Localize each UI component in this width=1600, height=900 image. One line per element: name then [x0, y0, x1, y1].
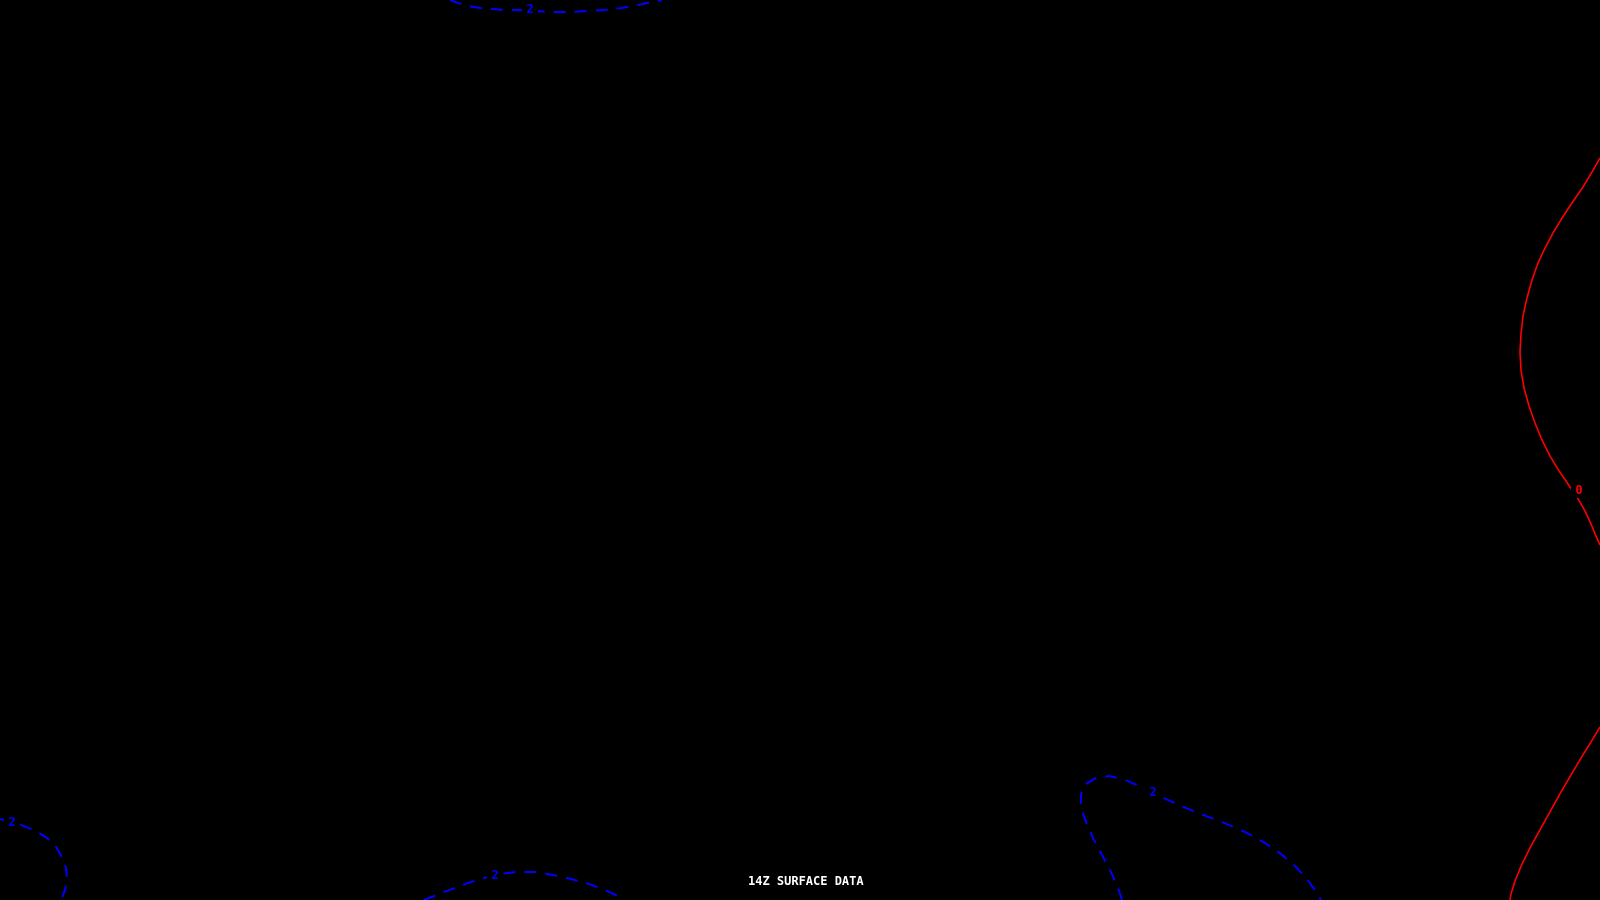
- contour-line-bottom-center-2: [424, 872, 624, 900]
- contour-line-top-2: [450, 0, 662, 12]
- map-title: 14Z SURFACE DATA: [748, 874, 864, 888]
- contour-label-group-top-2: [522, 1, 538, 17]
- contour-line-bottom-left-2: [0, 819, 67, 900]
- contour-label-group-zero-upper: [1571, 482, 1587, 498]
- contour-line-bottom-right-2: [1081, 776, 1321, 900]
- contour-label-bottom-center-2: 2: [491, 868, 499, 882]
- contour-line-zero-upper: [1520, 158, 1600, 545]
- contour-label-group-bottom-center-2: [487, 867, 503, 883]
- contour-label-zero-upper: 0: [1575, 483, 1583, 497]
- contour-label-group-bottom-left-2: [4, 814, 20, 830]
- contour-label-bottom-left-2: 2: [8, 815, 16, 829]
- contour-label-bottom-right-2: 2: [1149, 785, 1157, 799]
- contour-label-group-bottom-right-2: [1145, 784, 1161, 800]
- contour-label-top-2: 2: [526, 2, 534, 16]
- contour-line-zero-lower: [1510, 727, 1600, 900]
